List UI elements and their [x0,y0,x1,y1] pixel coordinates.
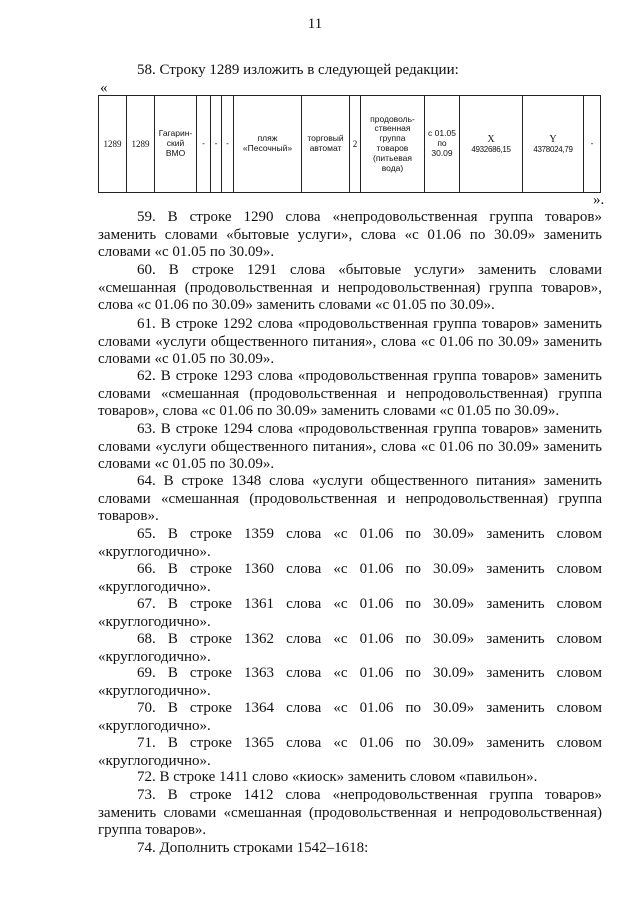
paragraph-64: 64. В строке 1348 слова «услуги общественного питания» заменить словами «смешанная (продовольственная и непродовольственная) группа товаров». [98,473,602,524]
cell-period: с 01.05 по 30.09 [425,96,460,193]
cell-district: Гагарин-ский ВМО [155,96,197,193]
page-number: 11 [307,16,323,32]
cell-dash-3: - [222,96,234,193]
replacement-row-table [98,95,601,193]
cell-coord-y [523,96,584,193]
cell-coord-x [460,96,523,193]
coord-x-value: 4932686,15 [471,145,511,155]
cell-object-type: торговый автомат [302,96,350,193]
paragraph-65: 65. В строке 1359 слова «с 01.06 по 30.09» заменить словом «круглогодично». [98,526,602,560]
paragraph-62: 62. В строке 1293 слова «продовольственная группа товаров» заменить словами «смешанная (продовольственная и непродовольственная) группа товаров», слова «с 01.06 по 30.09» заменить словами «с 01.05 по 30.09». [98,368,602,419]
paragraph-59: 59. В строке 1290 слова «непродовольственная группа товаров» заменить словами «бытовые услуги», слова «с 01.06 по 30.09» заменить словами «с 01.05 по 30.09». [98,209,602,260]
cell-location: пляж «Песочный» [234,96,302,193]
paragraph-69: 69. В строке 1363 слова «с 01.06 по 30.09» заменить словом «круглогодично». [98,665,602,699]
paragraph-66: 66. В строке 1360 слова «с 01.06 по 30.09» заменить словом «круглогодично». [98,561,602,595]
coord-y-label: Y [549,133,557,145]
paragraph-67: 67. В строке 1361 слова «с 01.06 по 30.09» заменить словом «круглогодично». [98,596,602,630]
paragraph-68: 68. В строке 1362 слова «с 01.06 по 30.09» заменить словом «круглогодично». [98,631,602,665]
cell-dash-2: - [211,96,222,193]
paragraph-58: 58. Строку 1289 изложить в следующей редакции: [137,62,459,78]
paragraph-63: 63. В строке 1294 слова «продовольственная группа товаров» заменить словами «услуги общественного питания», слова «с 01.06 по 30.09» заменить словами «с 01.05 по 30.09». [98,421,602,472]
close-quote: ». [593,192,605,208]
paragraph-70: 70. В строке 1364 слова «с 01.06 по 30.09» заменить словом «круглогодично». [98,700,602,734]
paragraph-73: 73. В строке 1412 слова «непродовольственная группа товаров» заменить словами «смешанная (продовольственная и непродовольственная) группа товаров». [98,787,602,838]
cell-row-number: 1289 [99,96,127,193]
paragraph-71: 71. В строке 1365 слова «с 01.06 по 30.09» заменить словом «круглогодично». [98,735,602,769]
cell-row-number-2: 1289 [127,96,155,193]
coord-y-value: 4378024,79 [533,145,573,155]
paragraph-61: 61. В строке 1292 слова «продовольственная группа товаров» заменить словами «услуги общественного питания», слова «с 01.06 по 30.09» заменить словами «с 01.05 по 30.09». [98,316,602,367]
coord-x-label: X [487,133,495,145]
table-row [99,96,601,193]
paragraph-74: 74. Дополнить строками 1542–1618: [137,840,369,856]
cell-goods-group: продоволь-ственная группа товаров (питьевая вода) [361,96,425,193]
paragraph-60: 60. В строке 1291 слова «бытовые услуги» заменить словами «смешанная (продовольственная и непродовольственная) группа товаров», слова «с 01.06 по 30.09» заменить словами «с 01.05 по 30.09». [98,262,602,313]
open-quote: « [100,80,108,96]
cell-dash-4: - [584,96,601,193]
cell-dash-1: - [197,96,211,193]
cell-count: 2 [350,96,361,193]
paragraph-72: 72. В строке 1411 слово «киоск» заменить словом «павильон». [137,769,538,785]
